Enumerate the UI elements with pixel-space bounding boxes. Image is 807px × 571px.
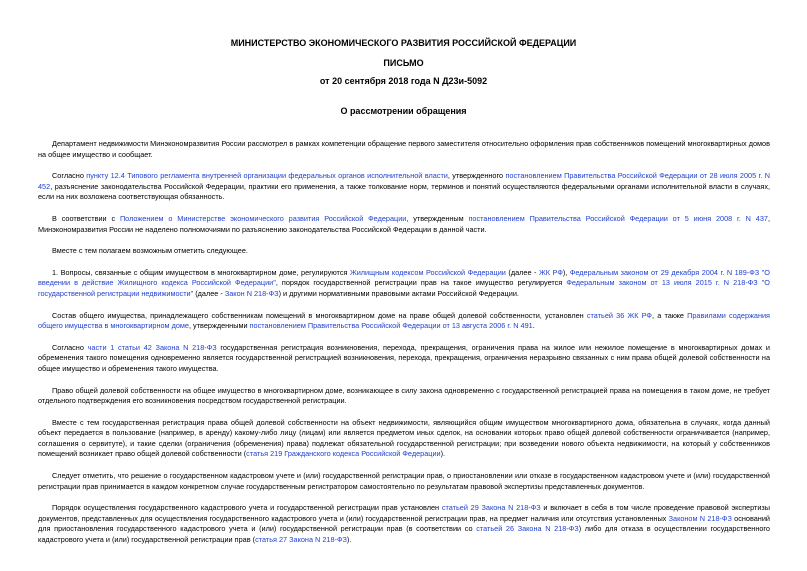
paragraph-text: Состав общего имущества, принадлежащего собственникам помещений в многоквартирном доме на праве общей долевой собственности, установлен <box>52 310 587 320</box>
paragraph-text: ) и другими нормативными правовыми актами Российской Федерации. <box>278 288 519 298</box>
legal-reference-link[interactable]: Закон N 218-ФЗ <box>224 288 279 298</box>
document-date-number: от 20 сентября 2018 года N Д23и-5092 <box>319 76 488 86</box>
legal-reference-link[interactable]: Федеральным законом от 29 декабря 2004 г. N 189-ФЗ "О введении в действие Жилищного кодекса Российской Федерации" <box>38 267 770 288</box>
paragraph-text: и включает в себя в том числе проведение правовой экспертизы документов, представленных для осуществления государственного кадастрового учета и (или) государственной регистрации прав, на предмет наличия или отсутствия установленных <box>38 503 771 523</box>
paragraph-text: Согласно <box>52 171 87 181</box>
legal-reference-link[interactable]: статьей 36 ЖК РФ <box>586 310 652 320</box>
paragraph-text: , Минэкономразвития России не наделено полномочиями по разъяснению законодательства Российской Федерации в данной части. <box>38 213 770 234</box>
paragraph <box>38 386 770 407</box>
paragraph-text: , утвержденными <box>189 321 250 331</box>
legal-reference-link[interactable]: Правилами содержания общего имущества в многоквартирном доме <box>38 310 771 331</box>
paragraph-text: . <box>532 321 535 331</box>
paragraph <box>38 418 770 460</box>
paragraph-text: , порядок государственной регистрации прав на такое имущество регулируется <box>275 278 567 288</box>
legal-reference-link[interactable]: статья 219 Гражданского кодекса Российской Федерации <box>246 449 441 459</box>
legal-reference-link[interactable]: Жилищным кодексом Российской Федерации <box>349 267 506 277</box>
paragraph-text: оснований для приостановления государственного кадастрового учета и (или) государственной регистрации прав (в соответствии со <box>38 513 770 534</box>
paragraph-text: Согласно <box>52 342 88 352</box>
legal-reference-link[interactable]: Федеральным законом от 13 июля 2015 г. N 218-ФЗ "О государственной регистрации недвижимости" <box>38 278 770 298</box>
paragraph-text: государственная регистрация возникновения, перехода, прекращения, ограничения права на жилое или нежилое помещение в многоквартирных домах и обременения такого помещения одновременно является государственной регистрацией возникновения, перехода, прекращения, ограничения неразрывно связанных с ним права общей долевой собственности на общее имущество и обременения такого имущества. <box>38 342 770 373</box>
paragraph-text: , утвержденного <box>447 171 506 181</box>
legal-reference-link[interactable]: статьей 29 Закона N 218-ФЗ <box>441 503 541 513</box>
document-subject: О рассмотрении обращения <box>340 106 467 116</box>
paragraph <box>38 139 770 160</box>
legal-reference-link[interactable]: Положением о Министерстве экономического развития Российской Федерации <box>119 213 407 223</box>
paragraph-text: 1. Вопросы, связанные с общим имуществом в многоквартирном доме, регулируются <box>52 267 350 277</box>
legal-reference-link[interactable]: постановлением Правительства Российской Федерации от 5 июня 2008 г. N 437 <box>468 213 768 223</box>
paragraph-text: ) либо для отказа в осуществлении государственного кадастрового учета и (или) государственной регистрации прав ( <box>38 524 770 545</box>
document-type: ПИСЬМО <box>383 58 424 68</box>
paragraph-text: Вместе с тем полагаем возможным отметить следующее. <box>52 246 248 256</box>
legal-reference-link[interactable]: Законом N 218-ФЗ <box>668 513 732 523</box>
paragraph-text: , утвержденным <box>406 213 469 223</box>
legal-reference-link[interactable]: пункту 12.4 Типового регламента внутренней организации федеральных органов исполнительной власти <box>86 171 448 181</box>
paragraph-text: Следует отметить, что решение о государственном кадастровом учете и (или) государственной регистрации прав, о приостановлении или отказе в государственном кадастровом учете и (или) государственной регистрации прав принимается в каждом конкретном случае государственным регистратором самостоятельно по результатам правовой экспертизы представленных документов. <box>38 471 770 491</box>
paragraph <box>38 214 770 235</box>
paragraph <box>38 171 770 203</box>
paragraph-text: Порядок осуществления государственного кадастрового учета и государственной регистрации прав установлен <box>52 503 442 513</box>
legal-reference-link[interactable]: постановлением Правительства Российской Федерации от 13 августа 2006 г. N 491 <box>249 321 533 331</box>
paragraph-text: Право общей долевой собственности на общее имущество в многоквартирном доме, возникающее в силу закона одновременно с государственной регистрацией права на помещения в таком доме, не требует отдельного подтверждения его возникновения посредством государственной регистрации. <box>38 385 770 406</box>
paragraph <box>38 471 770 492</box>
paragraph-text: , разъяснение законодательства Российской Федерации, практики его применения, а также толкование норм, терминов и понятий осуществляются федеральными органами исполнительной власти в случаях, если на них возложена соответствующая обязанность. <box>38 181 770 202</box>
paragraph <box>38 503 770 545</box>
paragraph-text: (далее - <box>505 267 540 277</box>
ministry-heading: МИНИСТЕРСТВО ЭКОНОМИЧЕСКОГО РАЗВИТИЯ РОССИЙСКОЙ ФЕДЕРАЦИИ <box>230 38 577 48</box>
legal-reference-link[interactable]: постановлением Правительства Российской Федерации от 28 июля 2005 г. N 452 <box>38 171 770 191</box>
legal-reference-link[interactable]: части 1 статьи 42 Закона N 218-ФЗ <box>87 342 217 352</box>
paragraph <box>38 246 770 257</box>
document-body <box>38 139 770 557</box>
paragraph <box>38 268 770 300</box>
paragraph-text: , а также <box>651 310 688 320</box>
paragraph-text: (далее - <box>193 288 225 298</box>
paragraph-text: Вместе с тем государственная регистрация права общей долевой собственности на объект недвижимости, являющийся общим имуществом многоквартирного дома, обязательна в случаях, когда данный объект передается в пользование (например, в аренду) какому-либо лицу (лицам) или является предметом иных сделок, на основании которых право общей долевой собственности ограничивается (например, соглашения о сервитуте), и такие сделки (ограничения (обременения) права) подлежат обязательной государственной регистрации; при возведении нового объекта недвижимости, на который у собственников помещений возникает право общей долевой собственности ( <box>38 417 770 459</box>
paragraph <box>38 311 770 332</box>
paragraph-text: ), <box>562 267 570 277</box>
paragraph-text: ). <box>440 449 446 459</box>
legal-reference-link[interactable]: статьей 26 Закона N 218-ФЗ <box>476 524 579 534</box>
paragraph-text: ). <box>346 535 352 545</box>
paragraph <box>38 343 770 375</box>
paragraph-text: В соответствии с <box>52 213 120 223</box>
legal-reference-link[interactable]: статья 27 Закона N 218-ФЗ <box>255 535 347 545</box>
legal-reference-link[interactable]: ЖК РФ <box>539 267 563 277</box>
paragraph-text: Департамент недвижимости Минэкономразвития России рассмотрел в рамках компетенции обращение первого заместителя относительно оформления прав собственников помещений многоквартирных домов на общее имущество и сообщает. <box>38 139 770 159</box>
